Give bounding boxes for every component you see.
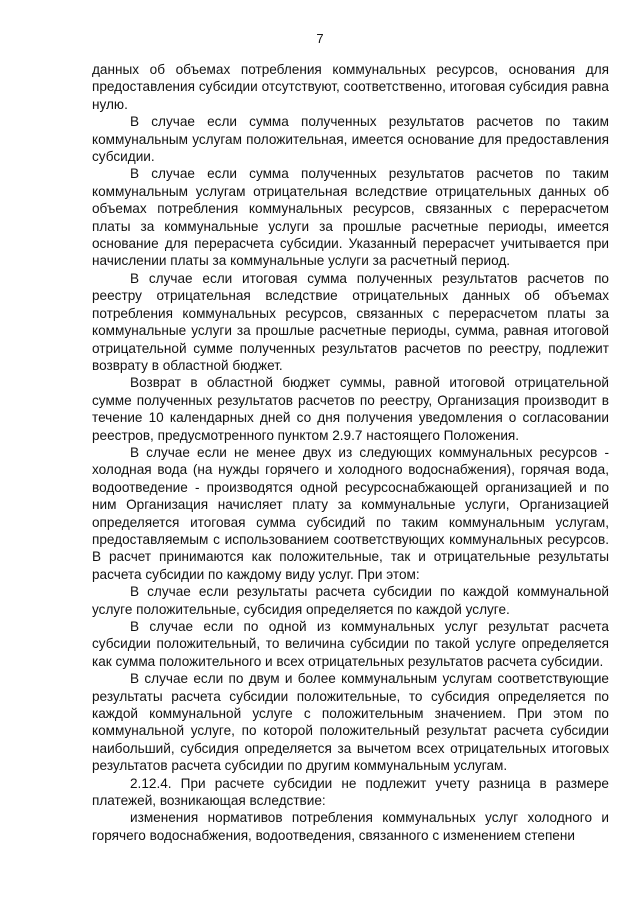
page-number: 7 xyxy=(316,31,324,46)
paragraph-multiple-resources: В случае если не менее двух из следующих коммунальных ресурсов - холодная вода (на нужды горячего и холодного водоснабжения), горячая вода, водоотведение - производятся одной ресурсоснабжающей организацией и по ним Организация начисляет плату за коммунальные услуги, Организацией определяется итоговая сумма субсидий по таким коммунальным услугам, предоставляемым с использованием соответствующих коммунальных ресурсов. В расчет принимаются как положительные, так и отрицательные результаты расчета субсидии по каждому виду услуг. При этом: xyxy=(92,444,609,582)
document-body xyxy=(92,61,609,844)
paragraph-registry-negative: В случае если итоговая сумма полученных результатов расчетов по реестру отрицательная вследствие отрицательных данных об объемах потребления коммунальных ресурсов, связанных с перерасчетом платы за коммунальные услуги за прошлые расчетные периоды, сумма, равная итоговой отрицательной сумме полученных результатов расчетов по реестру, подлежит возврату в областной бюджет. xyxy=(92,270,609,373)
paragraph-two-or-more-positive: В случае если по двум и более коммунальным услугам соответствующие результаты расчета субсидии положительные, то субсидия определяется по каждой коммунальной услуге с положительным значением. При этом по коммунальной услуге, по которой положительный результат расчета субсидии наибольший, субсидия определяется за вычетом всех отрицательных итоговых результатов расчета субсидии по другим коммунальным услугам. xyxy=(92,671,609,774)
paragraph-one-positive: В случае если по одной из коммунальных услуг результат расчета субсидии положительный, то величина субсидии по такой услуге определяется как сумма положительного и всех отрицательных результатов расчета субсидии. xyxy=(92,619,609,669)
paragraph-negative-sum: В случае если сумма полученных результатов расчетов по таким коммунальным услугам отрицательная вследствие отрицательных данных об объемах потребления коммунальных ресурсов, связанных с перерасчетом платы за коммунальные услуги за прошлые расчетные периоды, имеется основание для перерасчета субсидии. Указанный перерасчет учитывается при начислении платы за коммунальные услуги за расчетный период. xyxy=(92,166,609,269)
paragraph-positive-sum: В случае если сумма полученных результатов расчетов по таким коммунальным услугам положительная, имеется основание для предоставления субсидии. xyxy=(92,114,609,165)
paragraph-refund: Возврат в областной бюджет суммы, равной итоговой отрицательной сумме полученных результатов расчетов по реестру, Организация производит в течение 10 календарных дней со дня получения уведомления о согласовании реестров, предусмотренного пунктом 2.9.7 настоящего Положения. xyxy=(92,375,609,443)
paragraph-continuation: данных об объемах потребления коммунальных ресурсов, основания для предоставления субсидии отсутствуют, соответственно, итоговая субсидия равна нулю. xyxy=(92,62,609,112)
paragraph-norms-change: изменения нормативов потребления коммунальных услуг холодного и горячего водоснабжения, водоотведения, связанного с изменением степени xyxy=(92,810,609,843)
paragraph-all-positive: В случае если результаты расчета субсидии по каждой коммунальной услуге положительные, субсидия определяется по каждой услуге. xyxy=(92,584,609,617)
paragraph-clause-2-12-4: 2.12.4. При расчете субсидии не подлежит учету разница в размере платежей, возникающая вследствие: xyxy=(92,775,609,809)
